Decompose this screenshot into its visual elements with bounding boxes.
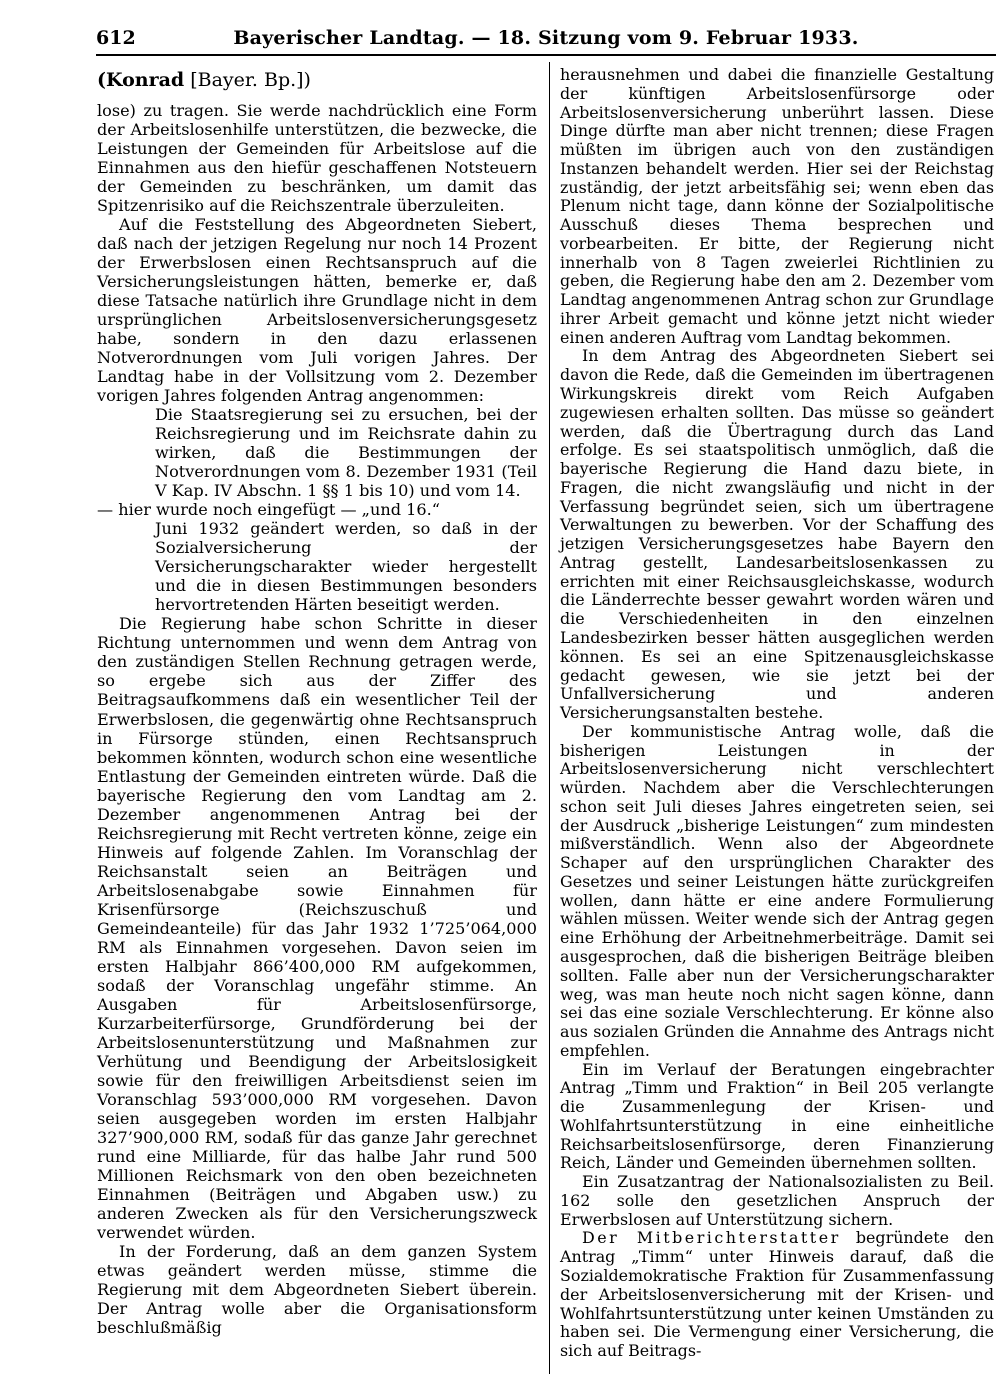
- interjection: — hier wurde noch eingefügt — „und 16.“: [97, 500, 440, 520]
- page-header: [96, 26, 996, 50]
- paragraph-text: begründete den Antrag „Timm“ unter Hinweis darauf, daß die Sozialdemokratische Fraktion für Zusammenfassung der Arbeitslosenversicherung mit der Krisen- und Wohlfahrtsunterstützung unter keinen Umständen zu haben sei. Die Vermengung einer Versicherung, die sich auf Beitrags-: [560, 1228, 995, 1361]
- right-column: [560, 66, 994, 1361]
- paragraph: Ein im Verlauf der Beratungen eingebrachter Antrag „Timm und Fraktion“ in Beil 205 verlangte die Zusammenlegung der Krisen- und Wohlfahrtsunterstützung in eine einheitliche Reichsarbeitslosenfürsorge, deren Finanzierung Reich, Länder und Gemeinden übernehmen sollten.: [560, 1059, 994, 1173]
- running-title: Bayerischer Landtag. — 18. Sitzung vom 9. Februar 1933.: [233, 27, 859, 49]
- paragraph: herausnehmen und dabei die finanzielle Gestaltung der künftigen Arbeitslosenfürsorge oder Arbeitslosenversicherung unberührt lassen. Diese Dinge dürfte man aber nicht trennen; diese Fragen müßten im übrigen auch von den zuständigen Instanzen behandelt werden. Hier sei der Reichstag zuständig, der jetzt arbeitsfähig sei; wenn eben das Plenum nicht tage, dann könne der Sozialpolitische Ausschuß dieses Thema besprechen und vorbearbeiten. Er bitte, der Regierung nicht innerhalb von 8 Tagen zweierlei Richtlinien zu geben, die Regierung habe den am 2. Dezember vom Landtag angenommenen Antrag schon zur Grundlage ihrer Arbeit gemacht und könne jetzt nicht wieder einen anderen Auftrag vom Landtag bekommen.: [560, 65, 994, 347]
- paragraph: In dem Antrag des Abgeordneten Siebert sei davon die Rede, daß die Gemeinden im übertragenen Wirkungskreis direkt vom Reich Aufgaben zugewiesen erhalten sollten. Das müsse so geändert werden, daß die Übertragung durch das Land erfolge. Es sei staatspolitisch unmöglich, daß die bayerische Regierung die Hand dazu biete, in Fragen, die nicht zwangsläufig und nicht in der Verfassung begründet seien, sich um übertragene Verwaltungen zu bewerben. Vor der Schaffung des jetzigen Versicherungsgesetzes habe Bayern den Antrag gestellt, Landesarbeitslosenkassen zu errichten mit einer Reichsausgleichskasse, wodurch die Länderrechte besser gewahrt worden wären und die Verschiedenheiten in den einzelnen Landesbezirken besser hätten ausgeglichen werden können. Es sei an eine Spitzenausgleichskasse gedacht gewesen, wie sie jetzt bei der Unfallversicherung und anderen Versicherungsanstalten bestehe.: [560, 346, 994, 723]
- paragraph: [560, 1229, 994, 1360]
- paragraph: lose) zu tragen. Sie werde nachdrücklich eine Form der Arbeitslosenhilfe unterstützen, die bezwecke, die Leistungen der Gemeinden für Arbeitslose auf die Einnahmen aus den hiefür geschaffenen Notsteuern der Gemeinden zu beschränken, um damit das Spitzenrisiko auf die Reichszentrale überzuleiten.: [97, 101, 537, 216]
- paragraph: Die Regierung habe schon Schritte in dieser Richtung unternommen und wenn dem Antrag von den zuständigen Stellen Rechnung getragen werde, so ergebe sich aus der Ziffer des Beitragsaufkommens daß ein wesentlicher Teil der Erwerbslosen, die gegenwärtig ohne Rechtsanspruch in Fürsorge stünden, einen Rechtsanspruch bekommen könnten, wodurch schon eine wesentliche Entlastung der Gemeinden eintreten würde. Daß die bayerische Regierung den vom Landtag am 2. Dezember angenommenen Antrag bei der Reichsregierung mit Recht vertreten könne, zeige ein Hinweis auf folgende Zahlen. Im Voranschlag der Reichsanstalt seien an Beiträgen und Arbeitslosenabgabe sowie Einnahmen für Krisenfürsorge (Reichszuschuß und Gemeindeanteile) für das Jahr 1932 1’725’064,000 RM als Einnahmen vorgesehen. Davon seien im ersten Halbjahr 866’400,000 RM aufgekommen, sodaß der Voranschlag ungefähr stimme. An Ausgaben für Arbeitslosenfürsorge, Kurzarbeiterfürsorge, Grundförderung bei der Arbeitslosenunterstützung und Maßnahmen zur Verhütung und Beendigung der Arbeitslosigkeit sowie für den freiwilligen Arbeitsdienst seien im Voranschlag 593’000,000 RM vorgesehen. Davon seien ausgegeben worden im ersten Halbjahr 327’900,000 RM, sodaß für das ganze Jahr gerechnet rund eine Milliarde, für das halbe Jahr rund 500 Millionen Reichsmark von den oben bezeichneten Einnahmen (Beiträgen und Abgaben usw.) zu anderen Zwecken als für den Versicherungszweck verwendet würden.: [97, 614, 537, 1242]
- spaced-term: Der Mitberichterstatter: [582, 1228, 841, 1248]
- header-rule: [96, 54, 996, 56]
- page-number: 612: [96, 27, 136, 49]
- paragraph: In der Forderung, daß an dem ganzen System etwas geändert werden müsse, stimme die Regierung mit dem Abgeordneten Siebert überein. Der Antrag wolle aber die Organisationsform beschlußmäßig: [97, 1241, 537, 1337]
- speaker-line: [97, 68, 537, 92]
- speaker-party: [Bayer. Bp.]): [184, 69, 311, 91]
- speaker-name: (Konrad: [97, 69, 185, 91]
- left-column: [97, 66, 537, 1337]
- paragraph: Auf die Feststellung des Abgeordneten Siebert, daß nach der jetzigen Regelung nur noch 14 Prozent der Erwerbslosen einen Rechtsanspruch auf die Versicherungsleistungen hätten, bemerke er, daß diese Tatsache natürlich ihre Grundlage nicht in dem ursprünglichen Arbeitslosenversicherungsgesetz habe, sondern in den dazu erlassenen Notverordnungen vom Juli vorigen Jahres. Der Landtag habe in der Vollsitzung vom 2. Dezember vorigen Jahres folgenden Antrag angenommen:: [97, 215, 537, 406]
- quoted-motion: Die Staatsregierung sei zu ersuchen, bei der Reichsregierung und im Reichsrate dahin zu wirken, daß die Bestimmungen der Notverordnungen vom 8. Dezember 1931 (Teil V Kap. IV Abschn. 1 §§ 1 bis 10) und vom 14.: [155, 405, 537, 501]
- paragraph: Ein Zusatzantrag der Nationalsozialisten zu Beil. 162 solle den gesetzlichen Anspruch der Erwerbslosen auf Unterstützung sichern.: [560, 1172, 994, 1229]
- column-divider: [549, 62, 550, 1374]
- quoted-motion-continued: Juni 1932 geändert werden, so daß in der Sozialversicherung der Versicherungscharakter wieder hergestellt und die in diesen Bestimmungen besonders hervortretenden Härten beseitigt werden.: [155, 519, 537, 615]
- paragraph: Der kommunistische Antrag wolle, daß die bisherigen Leistungen in der Arbeitslosenversicherung nicht verschlechtert würden. Nachdem aber die Verschlechterungen schon seit Juli dieses Jahres eingetreten seien, sei der Ausdruck „bisherige Leistungen“ zum mindesten mißverständlich. Wenn also der Abgeordnete Schaper auf den ursprünglichen Charakter des Gesetzes und seiner Leistungen hätte zurückgreifen wollen, dann hätte er eine andere Formulierung wählen müssen. Weiter wende sich der Antrag gegen eine Erhöhung der Arbeitnehmerbeiträge. Damit sei ausgesprochen, daß die bisherigen Beiträge bleiben sollten. Falle aber nun der Versicherungscharakter weg, was man heute noch nicht sagen könne, dann sei das eine soziale Verschlechterung. Er könne also aus sozialen Gründen die Annahme des Antrags nicht empfehlen.: [560, 721, 994, 1060]
